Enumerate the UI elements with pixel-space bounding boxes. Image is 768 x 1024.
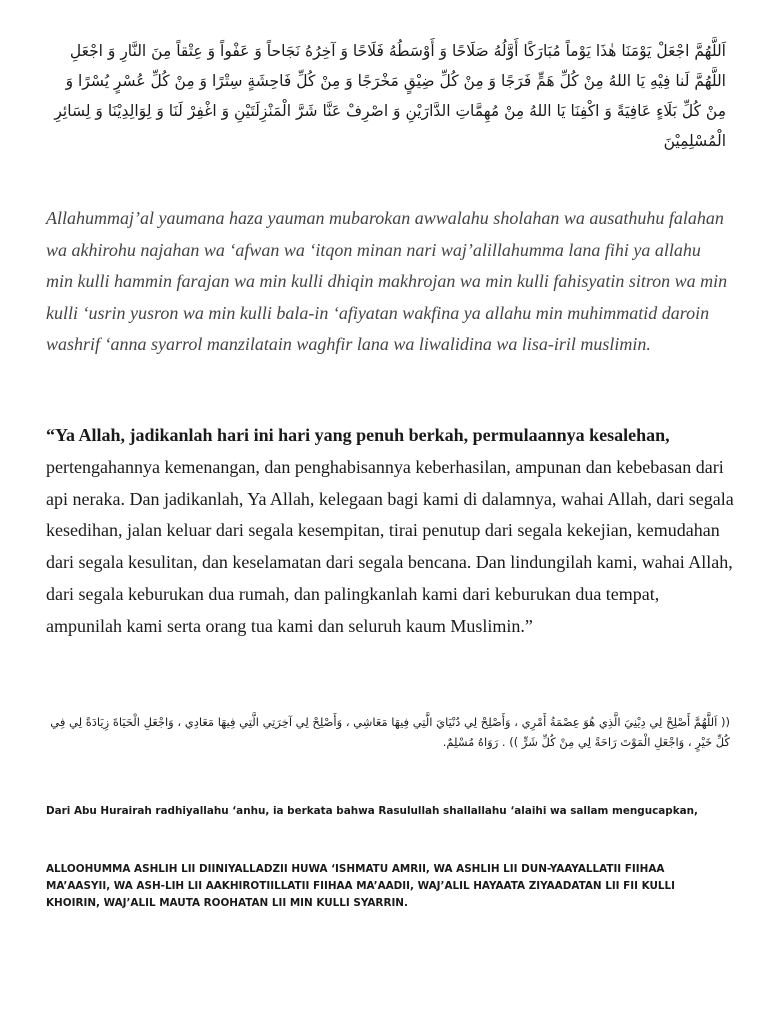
doa-translation [46,420,736,643]
doa-translation-opening: “Ya Allah, jadikanlah hari ini hari yang penuh berkah, permulaannya kesalehan, [46,425,670,445]
doa-transliteration: Allahummaj’al yaumana haza yauman mubarokan awwalahu sholahan wa ausathuhu falahan wa akhirohu najahan wa ‘afwan wa ‘itqon minan nari waj’alillahumma lana fihi ya allahu min kulli hammin farajan wa min kulli dhiqin makhrojan wa min kulli fahisyatin sitron wa min kulli ‘usrin yusron wa min kulli bala-in ‘afiyatan wakfina ya allahu min muhimmatid daroin washrif ‘anna syarrol manzilatain waghfir lana wa liwalidina wa lisa-iril muslimin. [46,208,728,354]
hadith-intro: Dari Abu Hurairah radhiyallahu ‘anhu, ia berkata bahwa Rasulullah shallallahu ‘alaihi wa sallam mengucapkan, [46,805,698,817]
hadith-arabic-text: (( اَللَّهُمَّ أَصْلِحْ لِي دِيْنِيَ الَّذِي هُوَ عِصْمَةُ أَمْرِي ، وَأَصْلِحْ لِي دُنْيَايَ الَّتِي فِيهَا مَعَاشِي ، وَأَصْلِحْ لِي آخِرَتِي الَّتِي فِيهَا مَعَادِي ، وَاجْعَلِ الْحَيَاةَ زِيَادَةً لِي فِي كُلِّ خَيْرٍ ، وَاجْعَلِ الْمَوْتَ رَاحَةً لِي مِنْ كُلِّ شَرٍّ )) . رَوَاهُ مُسْلِمٌ. [50,715,730,749]
doa-arabic-text: اَللَّهُمَّ اجْعَلْ يَوْمَنَا هٰذَا يَوْماً مُبَارَكًا أَوَّلُهُ صَلَاحًا وَ أَوْسَطُهُ فَلَاحًا وَ آخِرُهُ نَجَاحاً وَ عَفْواً وَ عِتْقاً مِنَ النَّارِ وَ اجْعَلِ اللَّهُمَّ لَنا فِيْهِ يَا اللهُ مِنْ كُلِّ هَمٍّ فَرَجًا وَ مِنْ كُلِّ ضِيْقٍ مَخْرَجًا وَ مِنْ كُلِّ فَاحِشَةٍ سِتْرًا وَ مِنْ كُلِّ عُسْرٍ يُسْرًا وَ مِنْ كُلِّ بَلَاءٍ عَافِيَةً وَ اكْفِنَا يَا اللهُ مِنْ مُهِمَّاتِ الدَّارَيْنِ وَ اصْرِفْ عَنَّا شَرَّ الْمَنْزِلَتَيْنِ وَ اغْفِرْ لَنَا وَ لِوَالِدِيْنَا وَ لِسَائِرِ الْمُسْلِمِيْنَ [54,42,726,150]
doa-translation-body: pertengahannya kemenangan, dan penghabisannya keberhasilan, ampunan dan kebebasan dari api neraka. Dan jadikanlah, Ya Allah, kelegaan bagi kami di dalamnya, wahai Allah, dari segala kesedihan, jalan keluar dari segala kesempitan, tirai penutup dari segala kekejian, kemudahan dari segala kesulitan, dan keselamatan dari segala bencana. Dan lindungilah kami, wahai Allah, dari segala keburukan dua rumah, dan palingkanlah kami dari keburukan dua tempat, ampunilah kami serta orang tua kami dan seluruh kaum Muslimin.” [46,456,734,636]
hadith-latin-transliteration: ALLOOHUMMA ASHLIH LII DIINIYALLADZII HUWA ‘ISHMATU AMRII, WA ASHLIH LII DUN-YAAYALLATII FIIHAA MA’AASYII, WA ASH-LIH LII AAKHIROTIILLATII FIIHAA MA’AADII, WAJ’ALIL HAYAATA ZIYAADATAN LII FII KULLI KHOIRIN, WAJ’ALIL MAUTA ROOHATAN LII MIN KULLI SYARRIN. [46,863,676,910]
